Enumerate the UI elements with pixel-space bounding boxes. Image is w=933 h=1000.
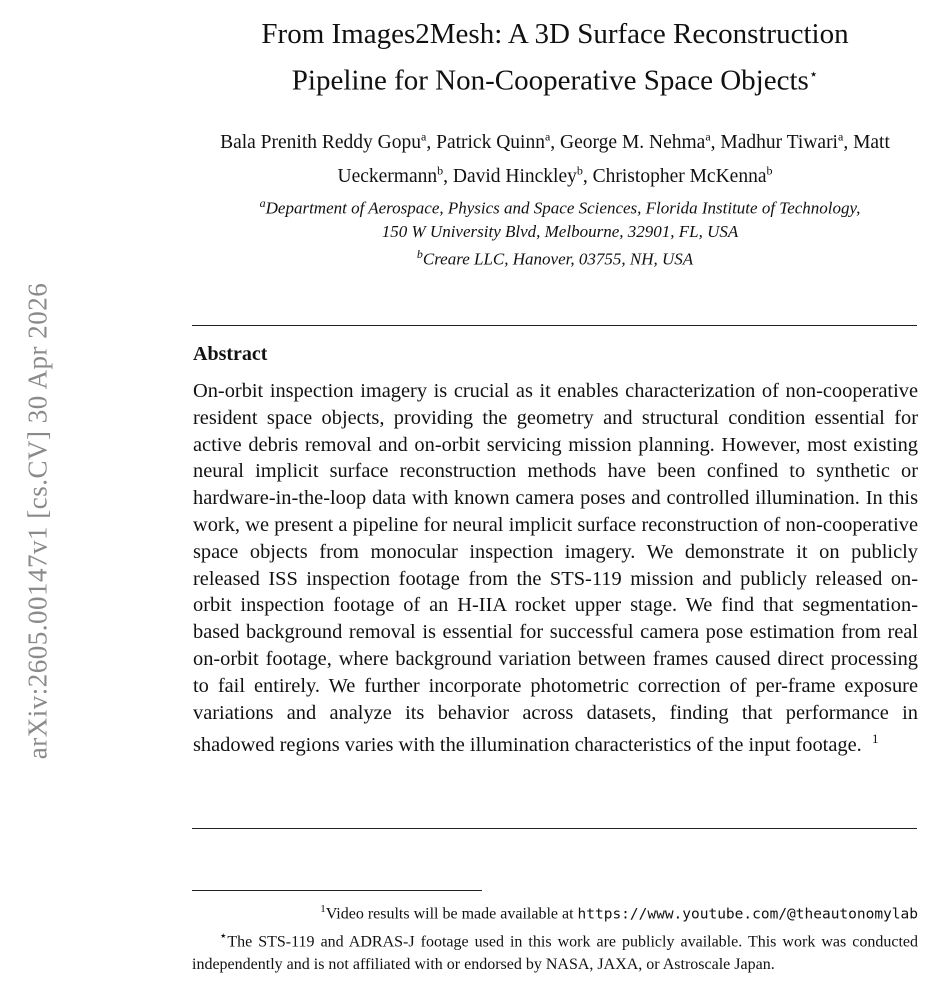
abstract-body [193,378,918,759]
arxiv-sidebar [0,0,72,1000]
author-affiliation-mark: b [766,163,773,178]
author [436,129,561,153]
author [452,163,593,187]
arxiv-identifier: arXiv:2605.00147v1 [cs.CV] 30 Apr 2026 [22,282,53,760]
title-line-2 [190,55,920,102]
title-line-1: From Images2Mesh: A 3D Surface Reconstruction [261,18,849,50]
author-name: Patrick Quinn [436,131,545,153]
footnotes [192,898,918,976]
affiliation-mark: a [259,196,266,210]
author-separator: , [582,166,593,187]
paper-title [190,14,920,102]
footnote-1 [192,898,918,925]
footnote-2-mark: ⋆ [219,928,228,944]
author [560,129,721,153]
author-name: Matt Ueckermann [337,131,890,187]
abstract-text: On-orbit inspection imagery is crucial as it enables characterization of non-cooperative resident space objects, providing the geometry and structural condition essential for active debris removal and on-orbit servicing mission planning. However, most existing neural implicit surface reconstruction methods have been confined to synthetic or hardware-in-the-loop data with known camera poses and controlled illumination. In this work, we present a pipeline for neural implicit surface reconstruction of non-cooperative space objects from monocular inspection imagery. We demonstrate it on publicly released ISS inspection footage from the STS-119 mission and publicly released on-orbit inspection footage of an H-IIA rocket upper stage. We find that segmentation-based background removal is essential for successful camera pose estimation from real on-orbit footage, where background variation between frames caused direct processing to fail entirely. We further incorporate photometric correction of per-frame exposure variations and analyze its behavior across datasets, finding that performance in shadowed regions varies with the illumination characteristics of the input footage. [193,380,918,757]
author [720,129,854,153]
author [220,129,437,153]
author-affiliation-mark: a [421,129,427,143]
author-affiliation-mark: b [437,163,444,178]
affiliation-list [190,192,920,270]
author-name: George M. Nehma [560,131,706,153]
abstract-top-rule [192,325,917,326]
author-list [190,122,920,191]
affiliation-text: Department of Aerospace, Physics and Space Sciences, Florida Institute of Technology, 150 W University Blvd, Melbourne, 32901, FL, USA [265,198,861,241]
footnote-rule [192,890,482,891]
abstract-heading: Abstract [193,343,268,365]
title-line-2-text: Pipeline for Non-Cooperative Space Objects [291,64,809,97]
title-footnote-mark: ⋆ [808,67,819,83]
author-separator: , [843,131,854,153]
author-name: Christopher McKenna [592,166,767,187]
footnote-2 [192,925,918,975]
affiliation-mark: b [416,246,423,261]
author-separator: , [426,131,437,153]
author-affiliation-mark: a [705,129,711,143]
affiliation [190,243,920,271]
footnote-1-link[interactable]: https://www.youtube.com/@theautonomylab [577,906,918,923]
affiliation [190,192,920,243]
author-name: David Hinckley [452,166,577,187]
footnote-2-text: The STS-119 and ADRAS-J footage used in this work are publicly available. This work was conducted independently and is not affiliated with or endorsed by NASA, JAXA, or Astroscale Japan. [192,933,918,973]
author-affiliation-mark: b [576,163,583,178]
author-separator: , [550,131,561,153]
footnote-1-text: Video results will be made available at [325,905,578,923]
footnote-1-mark: 1 [320,903,326,915]
author-affiliation-mark: a [837,129,844,143]
author [592,163,773,187]
author-name: Bala Prenith Reddy Gopu [220,131,422,153]
author-separator: , [710,131,721,153]
author-separator: , [443,166,453,187]
affiliation-text: Creare LLC, Hanover, 03755, NH, USA [422,249,694,269]
author-name: Madhur Tiwari [720,131,838,153]
abstract-bottom-rule [192,828,917,829]
abstract-footnote-mark: 1 [871,731,879,747]
author-affiliation-mark: a [544,129,551,143]
